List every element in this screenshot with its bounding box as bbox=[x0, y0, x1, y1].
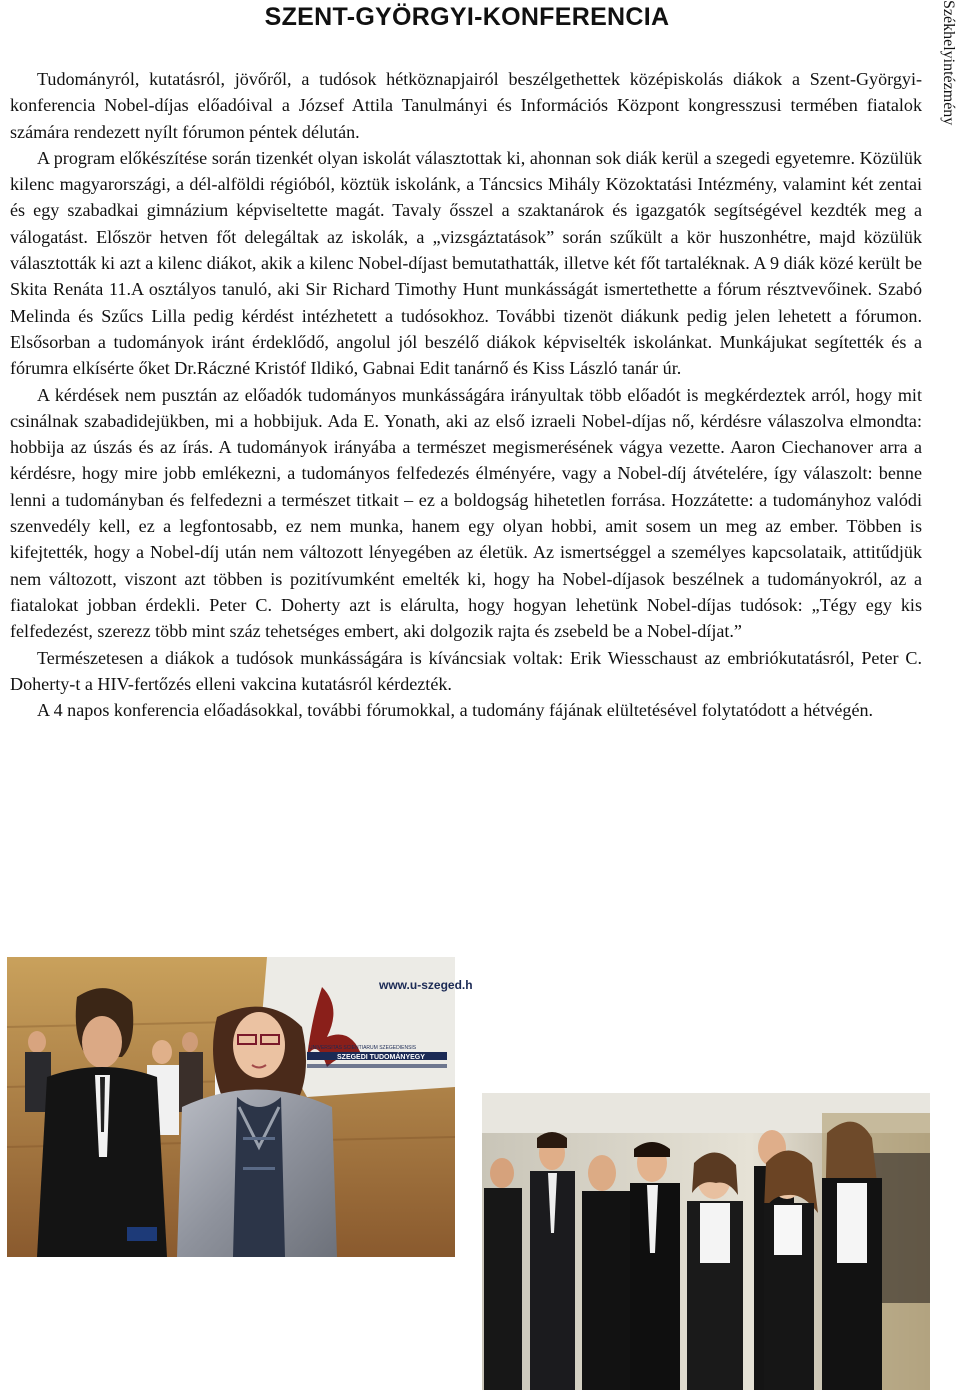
article-body bbox=[10, 66, 922, 723]
photo-student-presenter bbox=[7, 957, 473, 1257]
paragraph: Természetesen a diákok a tudósok munkásságára is kíváncsiak voltak: Erik Wiesschaust az embriókutatásról, Peter C. Doherty-t a HIV-fertőzés elleni vakcina kutatásról kérdezték. bbox=[10, 647, 922, 694]
side-label: Székhelyintézmény bbox=[940, 0, 957, 126]
banner-university: UNIVERSITAS SCIENTIARUM SZEGEDIENSIS bbox=[309, 1045, 417, 1051]
paragraph: A 4 napos konferencia előadásokkal, további fórumokkal, a tudomány fájának elültetésével folytatódott a hétvégén. bbox=[37, 700, 874, 721]
paragraph: A program előkészítése során tizenkét olyan iskolát választottak ki, ahonnan sok diák kerül a szegedi egyetemre. Közülük kilenc magyarországi, a dél-alföldi régióból, köztük iskolánk, a Táncsics Mihály Közoktatási Intézmény, valamint két zentai és egy szabadkai gimnázium képviseltette magát. Tavaly ősszel a szaktanárok és igazgatók segítségével kezdték meg a válogatást. Először hetven főt delegáltak az iskolák, a „vizsgáztatások” során szűkült a kör huszonhétre, majd közülük választották ki azt a kilenc diákot, akik a kilenc Nobel-díjast bemutathatták, illetve két főt tartaléknak. A 9 diák közé került be Skita Renáta 11.A osztályos tanuló, aki Sir Richard Timothy Hunt munkásságát ismertethette a fórum résztvevőinek. Szabó Melinda és Szűcs Lilla pedig kérdést intézhetett a tudósokhoz. További tizenöt diákunk pedig jelen lehetett a fórumon. Elsősorban a tudományok iránt érdeklődő, angolul jól beszélő diákok képviselték iskolánkat. Munkájukat segítették és a fórumra elkísérte őket Dr.Ráczné Kristóf Ildikó, Gabnai Edit tanárnő és Kiss László tanár úr. bbox=[10, 147, 922, 379]
page-title: SZENT-GYÖRGYI-KONFERENCIA bbox=[264, 3, 670, 31]
banner-url: www.u-szeged.h bbox=[379, 978, 473, 992]
photo-student-group bbox=[482, 1093, 930, 1390]
paragraph: A kérdések nem pusztán az előadók tudományos munkásságára irányultak több előadót is megkérdeztek arról, hogy mit csinálnak szabadidejükben, mi a hobbijuk. Ada E. Yonath, aki az első izraeli Nobel-díjas nő, kérdésre válaszolva elmondta: hobbija az úszás és az írás. A tudományok irányába a természet megismerésének vágya vezette. Aaron Ciechanover arra a kérdésre, hogy mire jobb emlékezni, a tudományos felfedezés élményére, vagy a Nobel-díj átvételére, így válaszolt: benne lenni a tudományban és felfedezni a természet titkait – ez a boldogság hihetetlen forrása. Hozzátette: a tudományhoz valódi szenvedély kell, ez a legfontosabb, ez nem munka, hanem egy olyan hobbi, amit sosem un meg az ember. Többen is kifejtették, hogy a Nobel-díj után nem változott lényegében az életük. Az ismertséggel a személyes kapcsolataik, attitűdjük nem változott, viszont azt többen is pozitívumként emelték ki, hogy ha Nobel-díjasok beszélnek a tudományokról, az a fiatalokat jobban érdekli. Peter C. Doherty azt is elárulta, hogy hogyan lehetünk Nobel-díjas tudósok: „Tégy egy kis felfedezést, szerezz több mint száz tehetséges embert, aki dolgozik rajta és zsebeld be a Nobel-díjat.” bbox=[10, 384, 922, 642]
banner-name: SZEGEDI TUDOMÁNYEGY bbox=[337, 1054, 425, 1061]
paragraph: Tudományról, kutatásról, jövőről, a tudósok hétköznapjairól beszélgethettek középiskolás diákok a Szent-Györgyi-konferencia Nobel-díjas előadóival a József Attila Tanulmányi és Információs Központ kongresszusi termében fiatalok számára rendezett nyílt fórumon péntek délután. bbox=[10, 69, 922, 142]
